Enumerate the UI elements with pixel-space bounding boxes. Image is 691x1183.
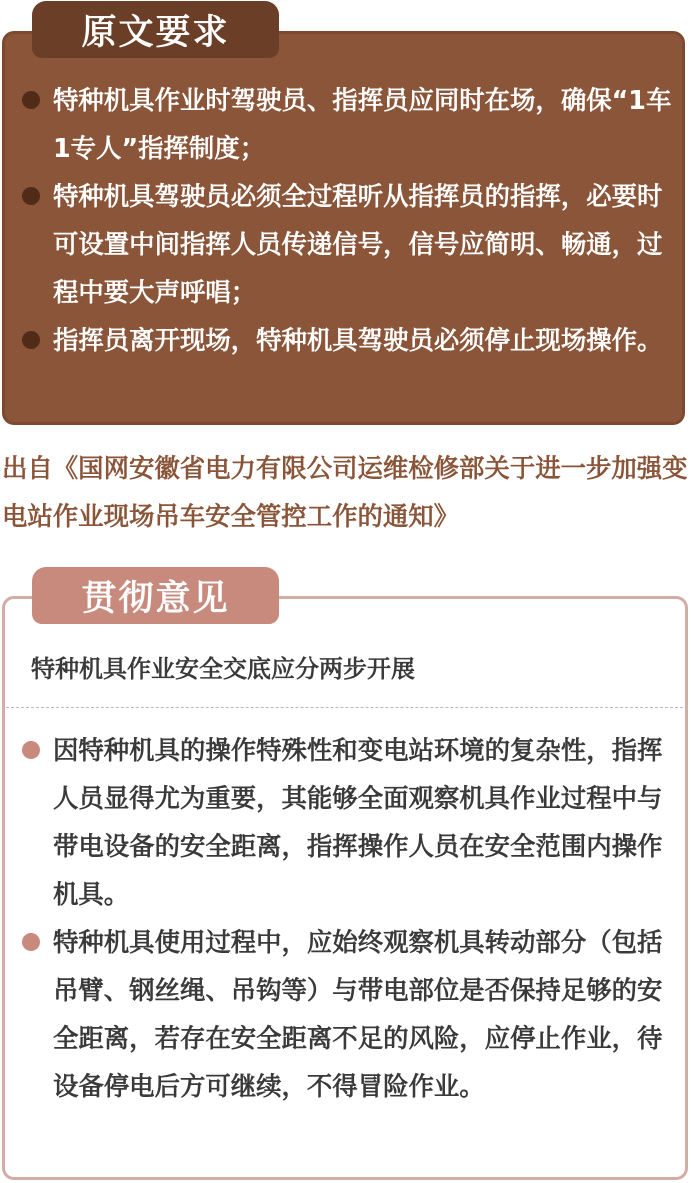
- source-citation: 出自《国网安徽省电力有限公司运维检修部关于进一步加强变电站作业现场吊车安全管控工作的通知》: [2, 453, 688, 531]
- list-item-text: 因特种机具的操作特殊性和变电站环境的复杂性，指挥人员显得尤为重要，其能够全面观察机具作业过程中与带电设备的安全距离，指挥操作人员在安全范围内操作机具。: [53, 735, 663, 909]
- list-item: [22, 726, 672, 918]
- requirements-list: [22, 76, 672, 364]
- dashed-divider: [6, 707, 683, 708]
- list-item-text: 指挥员离开现场，特种机具驾驶员必须停止现场操作。: [53, 325, 663, 355]
- list-item: [22, 918, 672, 1110]
- bullet-dot-icon: [22, 331, 40, 349]
- list-item-text: 特种机具使用过程中，应始终观察机具转动部分（包括吊臂、钢丝绳、吊钩等）与带电部位是否保持足够的安全距离，若存在安全距离不足的风险，应停止作业，待设备停电后方可继续，不得冒险作业。: [53, 927, 663, 1101]
- list-item-text: 特种机具驾驶员必须全过程听从指挥员的指挥，必要时可设置中间指挥人员传递信号，信号应简明、畅通，过程中要大声呼唱；: [53, 181, 663, 307]
- bullet-dot-icon: [22, 91, 40, 109]
- bullet-dot-icon: [22, 933, 40, 951]
- list-item-text: 特种机具作业时驾驶员、指挥员应同时在场，确保“1车1专人”指挥制度；: [53, 85, 672, 163]
- list-item: [22, 76, 672, 172]
- opinions-list: [22, 726, 672, 1110]
- opinions-subtitle: 特种机具作业安全交底应分两步开展: [31, 655, 415, 683]
- bullet-dot-icon: [22, 741, 40, 759]
- opinions-title: 贯彻意见: [32, 567, 279, 624]
- list-item: [22, 316, 672, 364]
- requirements-title: 原文要求: [32, 1, 279, 58]
- bullet-dot-icon: [22, 187, 40, 205]
- list-item: [22, 172, 672, 316]
